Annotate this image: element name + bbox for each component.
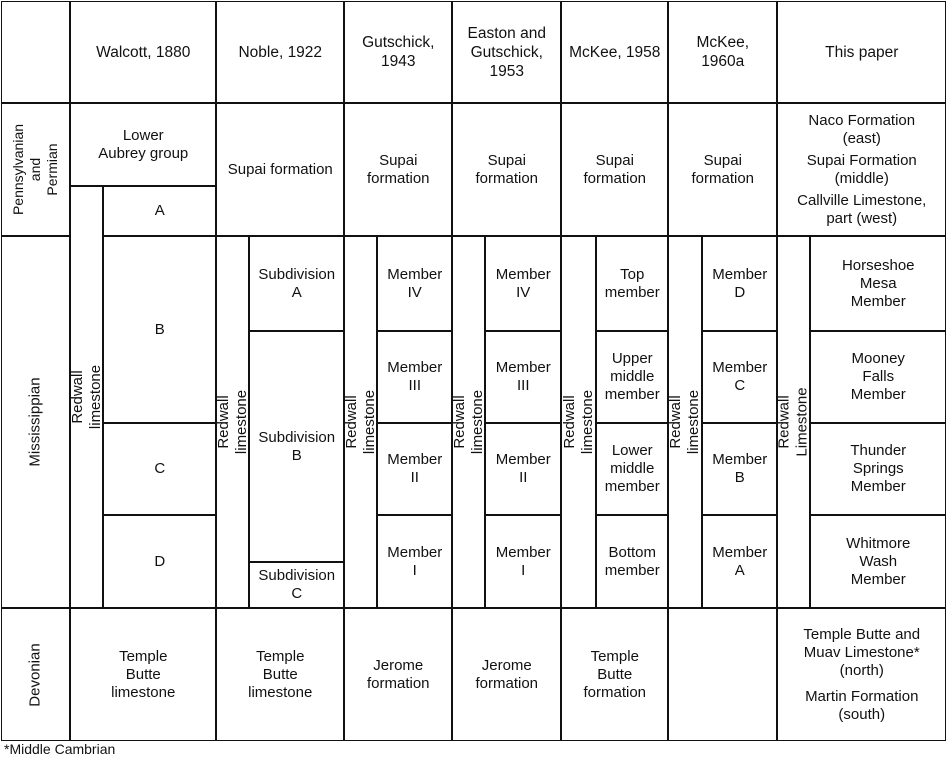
header-easton-gutschick: Easton and Gutschick, 1953 [452,1,561,103]
mckee1958-redwall-label: Redwall limestone [560,390,596,455]
this-paper-redwall [777,236,810,608]
walcott-redwall [70,186,103,608]
walcott-unit-a: A [103,186,216,236]
this-paper-temple-muav: Temple Butte and Muav Limestone* (north) [803,625,921,679]
period-mississippian [1,236,70,608]
mckee1958-top-member: Top member [596,236,668,331]
noble-temple-butte: Temple Butte limestone [216,608,344,741]
this-paper-martin: Martin Formation (south) [805,687,919,723]
period-devonian-label: Devonian [26,643,44,707]
this-paper-devonian-units [777,608,946,741]
this-paper-mooney-falls: Mooney Falls Member [810,331,946,423]
mckee1960-redwall [668,236,702,608]
noble-redwall-label: Redwall limestone [214,390,250,455]
walcott-unit-c: C [103,423,216,515]
this-paper-callville: Callville Limestone, part (west) [797,191,927,227]
noble-supai: Supai formation [216,103,344,236]
noble-subdivision-c: Subdivision C [249,562,344,608]
period-devonian [1,608,70,741]
footnote: *Middle Cambrian [4,741,116,757]
easton-jerome: Jerome formation [452,608,561,741]
walcott-unit-d: D [103,515,216,608]
gutschick-redwall [344,236,377,608]
header-noble: Noble, 1922 [216,1,344,103]
gutschick-jerome: Jerome formation [344,608,452,741]
mckee1960-member-b: Member B [702,423,777,515]
period-pennsylvanian-permian-label: Pennsylvanian and Permian [10,124,61,216]
easton-member-iv: Member IV [485,236,561,331]
noble-subdivision-a: Subdivision A [249,236,344,331]
header-this-paper: This paper [777,1,946,103]
this-paper-naco: Naco Formation (east) [808,111,916,147]
mckee1960-member-d: Member D [702,236,777,331]
mckee1958-lower-middle-member: Lower middle member [596,423,668,515]
header-mckee-1958: McKee, 1958 [561,1,668,103]
mckee1960-supai: Supai formation [668,103,777,236]
walcott-temple-butte: Temple Butte limestone [70,608,216,741]
mckee1960-devonian-empty [668,608,777,741]
easton-member-i: Member I [485,515,561,608]
this-paper-redwall-label: Redwall Limestone [775,387,811,457]
this-paper-horseshoe-mesa: Horseshoe Mesa Member [810,236,946,331]
easton-supai: Supai formation [452,103,561,236]
walcott-unit-b: B [103,236,216,423]
this-paper-supai: Supai Formation (middle) [806,151,917,187]
walcott-lower-aubrey: Lower Aubrey group [70,103,216,186]
noble-redwall [216,236,249,608]
mckee1958-bottom-member: Bottom member [596,515,668,608]
period-mississippian-label: Mississippian [26,377,44,467]
gutschick-member-iv: Member IV [377,236,452,331]
easton-member-ii: Member II [485,423,561,515]
this-paper-thunder-springs: Thunder Springs Member [810,423,946,515]
header-walcott: Walcott, 1880 [70,1,216,103]
mckee1960-member-c: Member C [702,331,777,423]
mckee1960-member-a: Member A [702,515,777,608]
this-paper-whitmore-wash: Whitmore Wash Member [810,515,946,608]
mckee1958-upper-middle-member: Upper middle member [596,331,668,423]
mckee1958-redwall [561,236,596,608]
mckee1958-supai: Supai formation [561,103,668,236]
mckee1958-temple-butte: Temple Butte formation [561,608,668,741]
gutschick-member-ii: Member II [377,423,452,515]
walcott-redwall-label: Redwall limestone [68,365,104,430]
this-paper-upper-units [777,103,946,236]
easton-redwall [452,236,485,608]
noble-subdivision-b: Subdivision B [249,331,344,562]
mckee1960-redwall-label: Redwall limestone [667,390,703,455]
easton-member-iii: Member III [485,331,561,423]
corner-cell [1,1,70,103]
gutschick-redwall-label: Redwall limestone [342,390,378,455]
gutschick-member-iii: Member III [377,331,452,423]
gutschick-supai: Supai formation [344,103,452,236]
header-gutschick: Gutschick, 1943 [344,1,452,103]
header-mckee-1960a: McKee, 1960a [668,1,777,103]
easton-redwall-label: Redwall limestone [450,390,486,455]
period-pennsylvanian-permian [1,103,70,236]
gutschick-member-i: Member I [377,515,452,608]
